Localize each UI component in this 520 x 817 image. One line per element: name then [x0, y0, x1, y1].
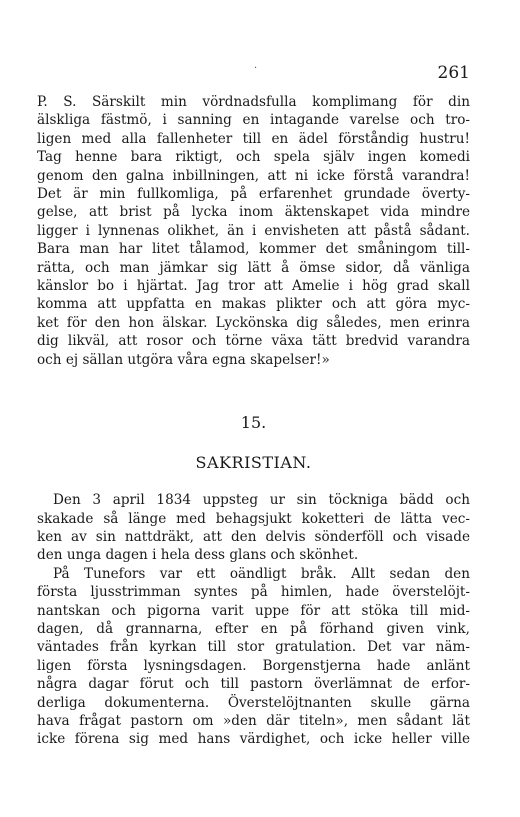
text-line: derliga dokumenterna. Överstelöjtnanten skulle gärna [37, 694, 470, 711]
paragraph-2 [37, 565, 470, 749]
text-line: komma att uppfatta en makas plikter och att göra myc- [37, 296, 470, 313]
text-line: dagen, då grannarna, efter en på förhand given vink, [37, 620, 470, 637]
text-line: väntades från kyrkan till stor gratulation. Det var näm- [37, 639, 470, 656]
text-line: ligger i lynnenas olikhet, än i envisheten att påstå sådant. [37, 222, 470, 239]
text-line: Den 3 april 1834 uppsteg ur sin töckniga bädd och [53, 492, 470, 509]
text-line: och ej sällan utgöra våra egna skapelser!» [37, 351, 330, 368]
text-line: dig likväl, att rosor och törne växa tätt bredvid varandra [37, 333, 470, 350]
text-line: ligen med alla fallenheter till en ädel förståndig hustru! [37, 130, 470, 147]
text-line: Det är min fullkomliga, på erfarenhet grundade överty- [37, 186, 470, 203]
text-line: ken av sin nattdräkt, att den delvis sönderföll och visade [37, 528, 470, 545]
text-line: känslor bo i hjärtat. Jag tror att Amelie i hög grad skall [37, 278, 470, 295]
text-line: ket för den hon älskar. Lyckönska dig således, men erinra [37, 314, 470, 331]
letter-postscript [37, 93, 470, 369]
print-mark: · [254, 63, 258, 74]
text-line: På Tunefors var ett oändligt bråk. Allt sedan den [53, 565, 470, 582]
book-page [37, 62, 470, 749]
paragraph-1 [37, 491, 470, 565]
text-line: Bara man har litet tålamod, kommer det småningom till- [37, 241, 470, 258]
text-line: Tag henne bara riktigt, och spela själv ingen komedi [37, 149, 470, 166]
text-line: icke förena sig med hans värdighet, och icke heller ville [37, 731, 470, 748]
text-line: genom den galna inbillningen, att ni icke förstå varandra! [37, 167, 470, 184]
text-line: gelse, att brist på lycka inom äktenskapet vida mindre [37, 204, 470, 221]
text-line: skakade så länge med behagsjukt koketteri de lätta vec- [37, 510, 470, 527]
page-number: 261 [437, 63, 470, 83]
text-line: rätta, och man jämkar sig lätt å ömse sidor, då vänliga [37, 259, 470, 276]
text-line: nantskan och pigorna varit uppe för att stöka till mid- [37, 602, 470, 619]
text-line: den unga dagen i hela dess glans och skönhet. [37, 547, 359, 564]
chapter-title: SAKRISTIAN. [195, 453, 312, 473]
text-line: ligen första lysningsdagen. Borgenstjerna hade anlänt [37, 657, 470, 674]
text-line: några dagar förut och till pastorn överlämnat de erfor- [37, 676, 470, 693]
text-line: första ljusstrimman syntes på himlen, hade överstelöjt- [37, 584, 470, 601]
text-line: P. S. Särskilt min vördnadsfulla komplimang för din [37, 94, 470, 110]
text-line: hava frågat pastorn om »den där titeln», men sådant lät [37, 712, 470, 729]
chapter-number: 15. [240, 413, 267, 433]
text-line: älskliga fästmö, i sanning en intagande varelse och tro- [37, 112, 470, 129]
